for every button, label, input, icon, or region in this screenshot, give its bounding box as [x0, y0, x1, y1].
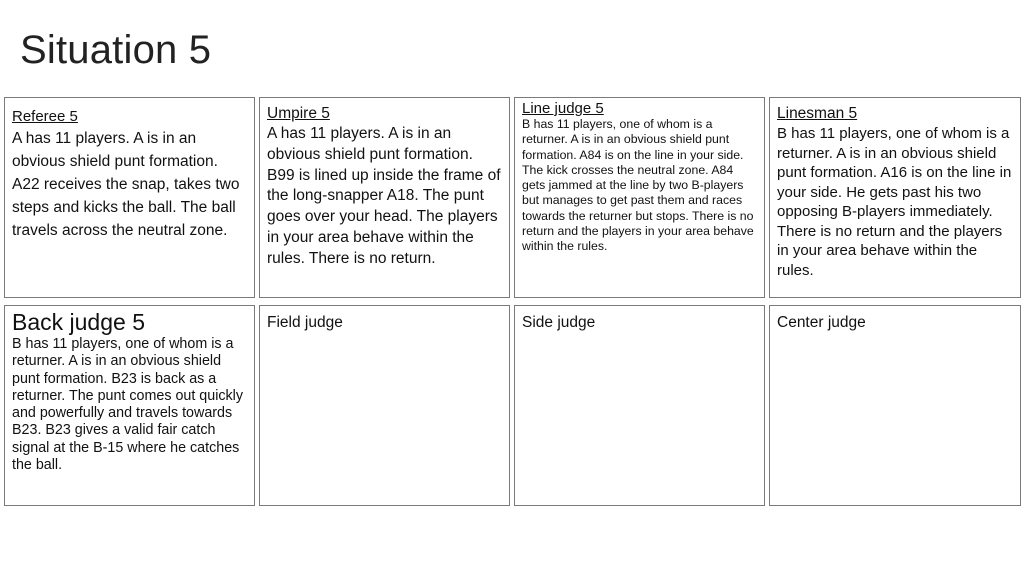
card-body: B has 11 players, one of whom is a returner. A is in an obvious shield punt formation. A84 is on the line in your side. The kick crosses the neutral zone. A84 gets jammed at the line by two B-players but manages to get past them and races towards the returner but stops. There is no return and the players in your area behave within the rules. — [522, 117, 754, 254]
card-heading: Umpire 5 — [267, 105, 330, 122]
card-body: A has 11 players. A is in an obvious shield punt formation. A22 receives the snap, takes two steps and kicks the ball. The ball travels across the neutral zone. — [12, 130, 240, 239]
card-umpire — [259, 97, 510, 298]
card-linesman — [769, 97, 1021, 298]
card-body: A has 11 players. A is in an obvious shield punt formation. B99 is lined up inside the frame of the long-snapper A18. The punt goes over your head. The players in your area behave within the rules. There is no return. — [267, 125, 501, 267]
slide-title: Situation 5 — [20, 28, 212, 72]
card-referee — [4, 97, 255, 298]
card-body: B has 11 players, one of whom is a returner. A is in an obvious shield punt formation. A16 is on the line in your side. He gets past his two opposing B-players immediately. There is no return and the players in your area behave within the rules. — [777, 125, 1012, 279]
card-heading: Linesman 5 — [777, 105, 858, 122]
card-heading: Line judge 5 — [522, 100, 604, 117]
card-body: B has 11 players, one of whom is a returner. A is in an obvious shield punt formation. B23 is back as a returner. The punt comes out quickly and powerfully and travels towards B23. B23 gives a valid fair catch signal at the B-15 where he catches the ball. — [12, 336, 243, 474]
card-heading: Center judge — [777, 314, 866, 331]
officials-grid — [4, 97, 1021, 506]
card-back-judge — [4, 305, 255, 506]
card-line-judge — [514, 97, 765, 298]
card-heading: Side judge — [522, 314, 596, 331]
card-heading: Field judge — [267, 314, 343, 331]
card-side-judge — [514, 305, 765, 506]
card-center-judge — [769, 305, 1021, 506]
card-heading: Referee 5 — [12, 108, 78, 125]
card-heading: Back judge 5 — [12, 309, 145, 335]
card-field-judge — [259, 305, 510, 506]
